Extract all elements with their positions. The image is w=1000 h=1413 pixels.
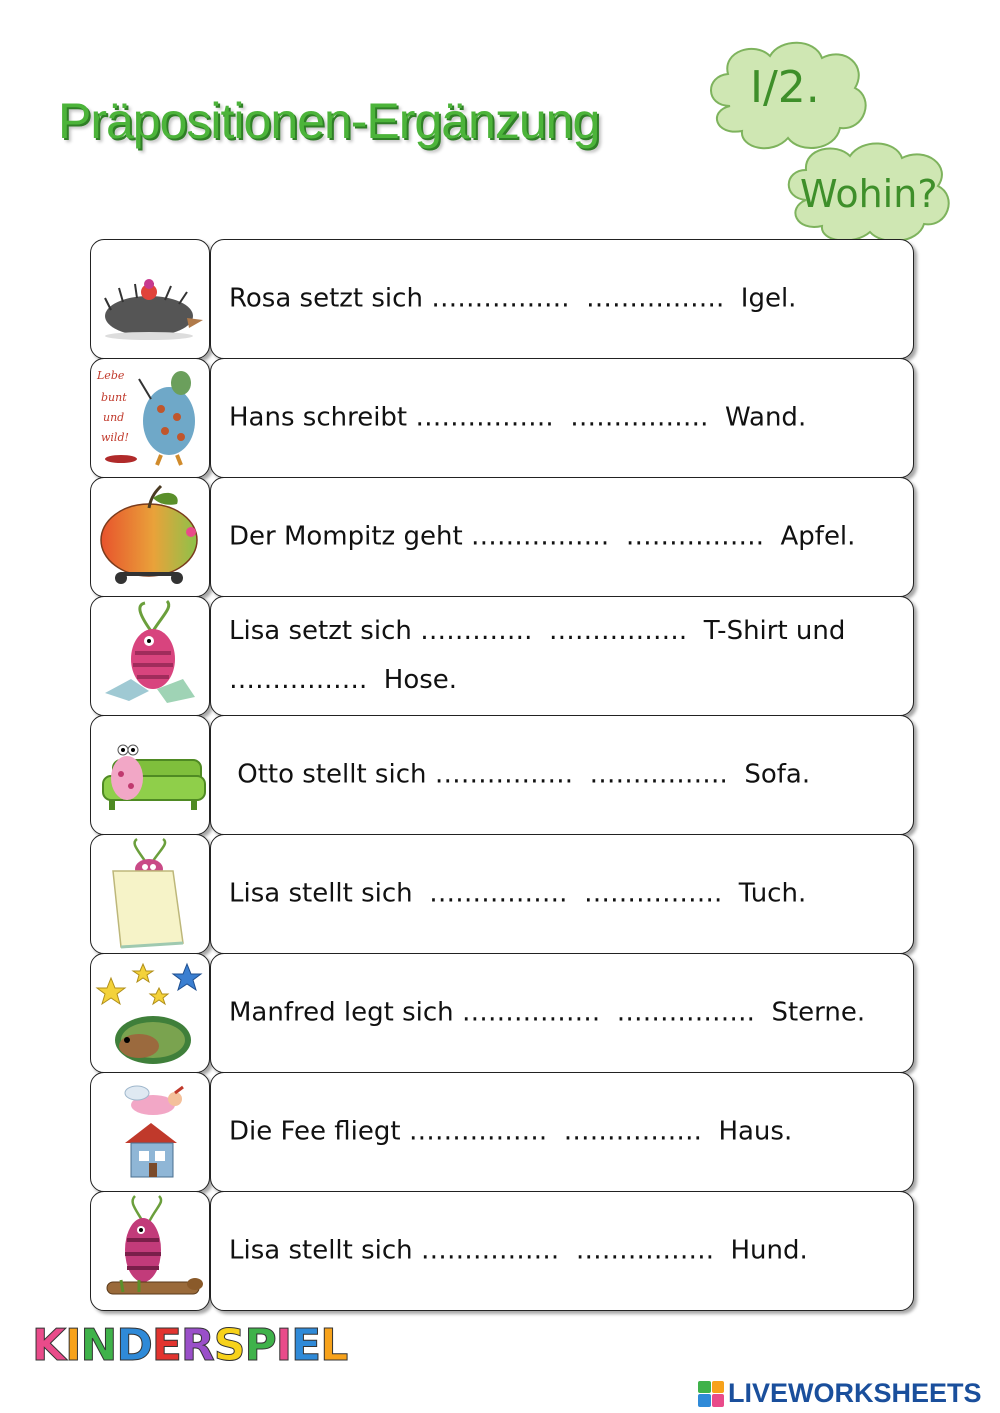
sentence-box-9	[210, 1191, 914, 1311]
fairy-house-picture	[90, 1072, 210, 1192]
sentence-box-4	[210, 596, 914, 716]
liveworksheets-text: LIVEWORKSHEETS	[728, 1378, 982, 1408]
sentence-box-6	[210, 834, 914, 954]
painter-monster-picture	[90, 358, 210, 478]
question-word: Wohin?	[800, 172, 938, 216]
apple-picture	[90, 477, 210, 597]
exercise-row-5	[90, 715, 915, 835]
hedgehog-picture	[90, 239, 210, 359]
lesson-number: I/2.	[750, 62, 820, 113]
sentence-box-1	[210, 239, 914, 359]
svg-text:bunt: bunt	[101, 391, 127, 404]
sentence-box-7	[210, 953, 914, 1073]
logo-letter: L	[320, 1320, 348, 1371]
sentence-text[interactable]: Lisa stellt sich ……………. ……………. Tuch.	[229, 878, 807, 909]
kinderspiel-logo	[32, 1320, 347, 1371]
sentence-box-3	[210, 477, 914, 597]
sentence-text[interactable]: Otto stellt sich ……………. ……………. Sofa.	[229, 759, 811, 790]
logo-letter: I	[275, 1320, 292, 1371]
exercise-row-8	[90, 1072, 915, 1192]
liveworksheets-icon	[698, 1381, 724, 1407]
exercise-row-6	[90, 834, 915, 954]
worksheet-title: Präpositionen-Ergänzung	[58, 93, 600, 149]
sofa-picture	[90, 715, 210, 835]
wall-text: Lebe	[97, 369, 125, 382]
sentence-text[interactable]: Hans schreibt ……………. ……………. Wand.	[229, 402, 807, 433]
logo-letter: E	[151, 1320, 181, 1371]
sentence-text[interactable]: Manfred legt sich ……………. ……………. Sterne.	[229, 997, 866, 1028]
logo-letter: D	[116, 1320, 152, 1371]
sentence-box-8	[210, 1072, 914, 1192]
liveworksheets-brand	[698, 1378, 982, 1409]
sentence-text[interactable]: Die Fee fliegt ……………. ……………. Haus.	[229, 1116, 793, 1147]
logo-letter: K	[32, 1320, 66, 1371]
exercise-row-9	[90, 1191, 915, 1311]
logo-letter: N	[80, 1320, 117, 1371]
logo-letter: S	[213, 1320, 245, 1371]
svg-text:und: und	[103, 411, 125, 424]
logo-letter: I	[65, 1320, 81, 1371]
sentence-text[interactable]: Lisa stellt sich ……………. ……………. Hund.	[229, 1235, 808, 1266]
sentence-text[interactable]: Der Mompitz geht ……………. ……………. Apfel.	[229, 521, 856, 552]
sentence-box-2	[210, 358, 914, 478]
sentence-text[interactable]: Lisa setzt sich …………. ……………. T-Shirt und ……………. Hose.	[229, 616, 846, 695]
exercise-row-1	[90, 239, 915, 359]
stars-picture	[90, 953, 210, 1073]
logo-letter: E	[291, 1320, 321, 1371]
monster-on-clothes-picture	[90, 596, 210, 716]
exercise-row-3	[90, 477, 915, 597]
exercise-row-2	[90, 358, 915, 478]
exercise-row-4	[90, 596, 915, 716]
sentence-box-5	[210, 715, 914, 835]
cloth-picture	[90, 834, 210, 954]
svg-text:wild!: wild!	[101, 431, 129, 444]
exercise-row-7	[90, 953, 915, 1073]
logo-letter: P	[244, 1320, 276, 1371]
sentence-text[interactable]: Rosa setzt sich ……………. ……………. Igel.	[229, 283, 797, 314]
dog-picture	[90, 1191, 210, 1311]
logo-letter: R	[180, 1320, 214, 1371]
